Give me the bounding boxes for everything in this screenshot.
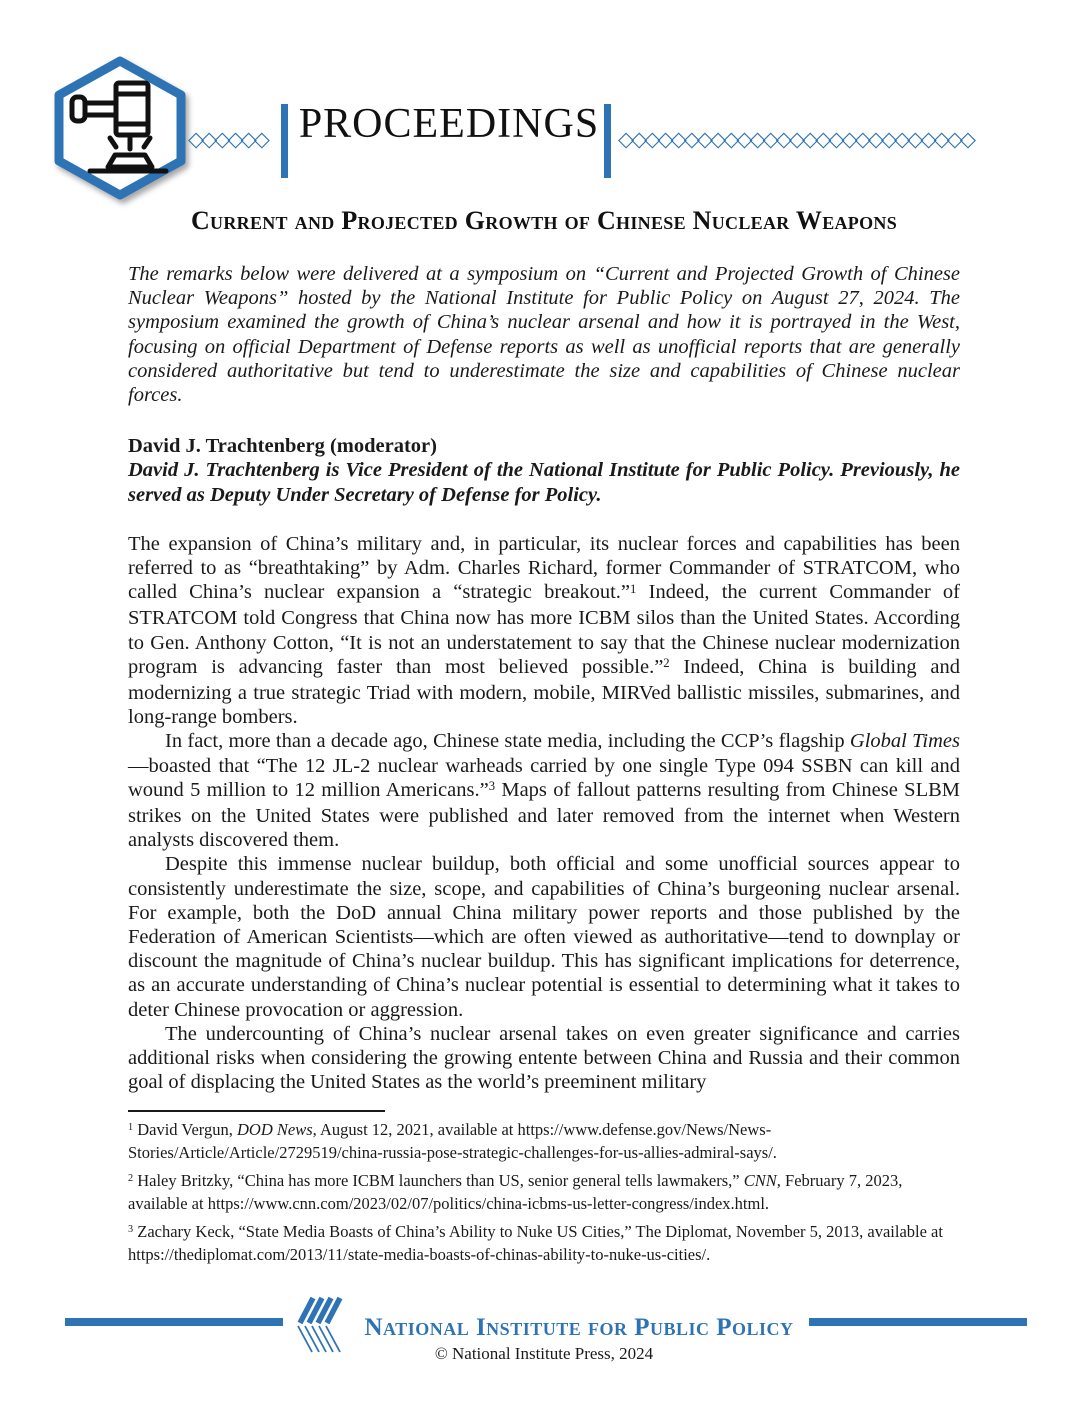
footnote — [128, 1171, 960, 1215]
text-run: , February 7, 2023, available at https://www.cnn.com/2023/02/07/politics/china-icbms-us-letter-congress/index.html. — [128, 1170, 903, 1213]
footnote-reference: 3 — [488, 779, 496, 794]
italic-text: DOD News — [237, 1119, 313, 1139]
text-run: Maps of fallout patterns resulting from Chinese SLBM strikes on the United States were published and later removed from the internet when Western analysts discovered them. — [128, 778, 960, 852]
article-title: Current and Projected Growth of Chinese Nuclear Weapons — [190, 206, 898, 235]
brand-divider-left — [281, 104, 288, 178]
text-run: Indeed, the current Commander of STRATCOM told Congress that China now has more ICBM silos than the United States. According to Gen. Anthony Cotton, “It is not an understatement to say that the Chinese nuclear modernization program is advancing faster than most believed possible.” — [128, 581, 960, 678]
publication-brand: PROCEEDINGS — [298, 101, 600, 147]
body-paragraph — [128, 852, 960, 1021]
footnote — [128, 1222, 960, 1266]
text-run: , August 12, 2021, available at https://www.defense.gov/News/News-Stories/Article/Article/2729519/china-russia-pose-strategic-challenges-for-us-allies-admiral-says/. — [128, 1119, 777, 1162]
text-run: In fact, more than a decade ago, Chinese state media, including the CCP’s flagship — [165, 730, 850, 753]
footnote-reference: 3 — [128, 1223, 134, 1235]
body-paragraph — [128, 1022, 960, 1095]
text-run: Zachary Keck, “State Media Boasts of China’s Ability to Nuke US Cities,” The Diplomat, November 5, 2013, available at https://thediplomat.com/2013/11/state-media-boasts-of-chinas-ability-to-nuke-us-cities/. — [128, 1221, 943, 1264]
moderator-bio: David J. Trachtenberg is Vice President of the National Institute for Public Policy. Previously, he served as Deputy Under Secretary of Defense for Policy. — [128, 459, 960, 506]
footnote-reference: 2 — [663, 656, 670, 671]
text-run: —boasted that “The 12 JL-2 nuclear warheads carried by one single Type 094 SSBN can kill and wound 5 million to 12 million Americans.” — [128, 754, 960, 801]
text-run: Despite this immense nuclear buildup, both official and some unofficial sources appear to consistently underestimate the size, scope, and capabilities of China’s burgeoning nuclear arsenal. For example, both the DoD annual China military power reports and those published by the Federation of American Scientists—which are often viewed as authoritative—tend to downplay or discount the magnitude of China’s nuclear buildup. This has significant implications for deterrence, as an accurate understanding of China’s nuclear potential is essential to determining what it takes to deter Chinese provocation or aggression. — [128, 853, 960, 1021]
masthead — [0, 0, 1088, 200]
footnotes — [128, 1120, 960, 1266]
text-run: Haley Britzky, “China has more ICBM launchers than US, senior general tells lawmakers,” — [133, 1170, 744, 1190]
editorial-note: The remarks below were delivered at a symposium on “Current and Projected Growth of Chinese Nuclear Weapons” hosted by the National Institute for Public Policy on August 27, 2024. The symposium examined the growth of China’s nuclear arsenal and how it is portrayed in the West, focusing on official Department of Defense reports as well as unofficial reports that are generally considered authoritative but tend to underestimate the size and capabilities of Chinese nuclear forces. — [128, 263, 960, 407]
italic-text: Global Times — [849, 730, 961, 753]
footnote-reference: 1 — [630, 581, 637, 596]
diamond-chain-left-icon: ◇◇◇◇◇◇ — [188, 127, 267, 151]
footnote-reference: 2 — [128, 1172, 134, 1184]
diamond-chain-right-icon: ◇◇◇◇◇◇◇◇◇◇◇◇◇◇◇◇◇◇◇◇◇◇◇◇◇◇◇ — [618, 127, 974, 151]
footnote-separator — [128, 1110, 385, 1112]
footnote — [128, 1120, 960, 1164]
footnote-reference: 1 — [128, 1121, 134, 1133]
copyright-line: © National Institute Press, 2024 — [434, 1344, 654, 1363]
gavel-hexagon-icon — [54, 56, 186, 205]
italic-text: CNN — [743, 1170, 777, 1190]
text-run: The undercounting of China’s nuclear arsenal takes on even greater significance and carries additional risks when considering the growing entente between China and Russia and their common goal of displacing the United States as the world’s preeminent military — [128, 1022, 960, 1094]
text-run: The expansion of China’s military and, in particular, its nuclear forces and capabilities has been referred to as “breathtaking” by Adm. Charles Richard, former Commander of STRATCOM, who called China’s nuclear expansion a “strategic breakout.” — [128, 532, 960, 604]
body-paragraphs — [128, 532, 960, 1095]
body-paragraph — [128, 729, 960, 852]
text-run: Indeed, China is building and modernizing a true strategic Triad with modern, mobile, MIRVed ballistic missiles, submarines, and long-range bombers. — [128, 655, 960, 729]
brand-divider-right — [604, 104, 611, 178]
footer-organization: National Institute for Public Policy — [364, 1313, 794, 1341]
moderator-name: David J. Trachtenberg (moderator) — [128, 435, 437, 458]
body-paragraph — [128, 532, 960, 730]
text-run: David Vergun, — [133, 1119, 237, 1139]
article-content — [0, 206, 1088, 1266]
moderator-block — [128, 434, 960, 507]
